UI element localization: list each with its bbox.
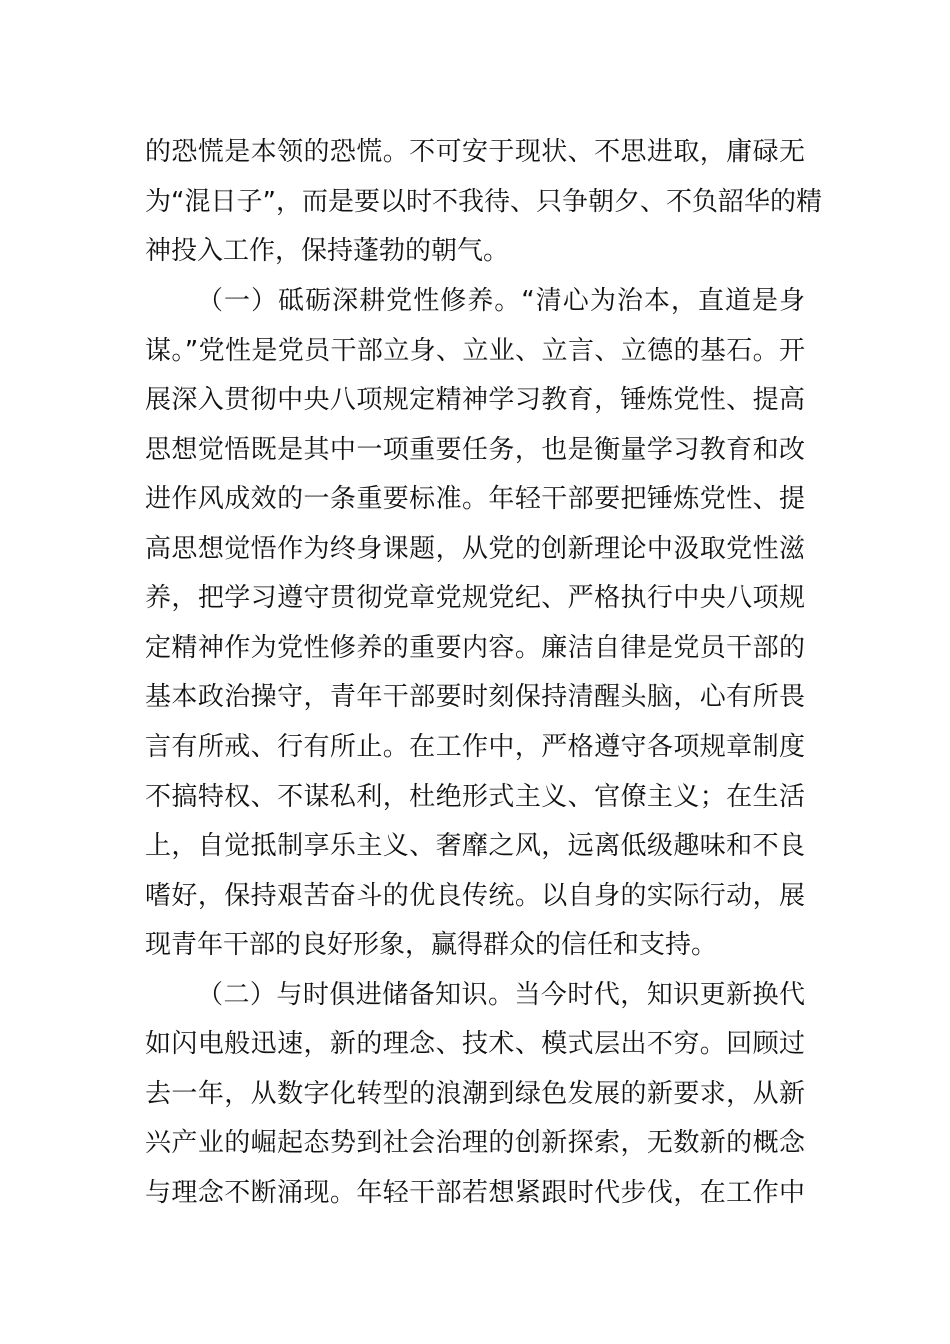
text-line: 为“混日子”，而是要以时不我待、只争朝夕、不负韶华的精 [145,187,822,217]
text-line: 的恐慌是本领的恐慌。不可安于现状、不思进取，庸碌无 [145,137,805,167]
text-line: 养，把学习遵守贯彻党章党规党纪、严格执行中央八项规 [145,583,805,613]
text-line: 如闪电般迅速，新的理念、技术、模式层出不穷。回顾过 [145,1029,805,1059]
text-line: 定精神作为党性修养的重要内容。廉洁自律是党员干部的 [145,633,805,663]
text-line: 上，自觉抵制享乐主义、奢靡之风，远离低级趣味和不良 [145,831,805,861]
text-line: 言有所戒、行有所止。在工作中，严格遵守各项规章制度 [145,732,805,762]
paragraph-heading-line: （二）与时俱进储备知识。当今时代，知识更新换代 [197,980,805,1010]
text-line: 谋。”党性是党员干部立身、立业、立言、立德的基石。开 [145,336,805,366]
text-line: 神投入工作，保持蓬勃的朝气。 [145,236,510,266]
text-line: 兴产业的崛起态势到社会治理的创新探索，无数新的概念 [145,1128,805,1158]
text-line: 高思想觉悟作为终身课题，从党的创新理论中汲取党性滋 [145,534,805,564]
text-line: 展深入贯彻中央八项规定精神学习教育，锤炼党性、提高 [145,385,805,415]
text-line: 与理念不断涌现。年轻干部若想紧跟时代步伐，在工作中 [145,1178,805,1208]
text-line: 基本政治操守，青年干部要时刻保持清醒头脑，心有所畏 [145,682,805,712]
text-line: 思想觉悟既是其中一项重要任务，也是衡量学习教育和改 [145,435,805,465]
text-line: 去一年，从数字化转型的浪潮到绿色发展的新要求，从新 [145,1079,805,1109]
text-line: 现青年干部的良好形象，赢得群众的信任和支持。 [145,930,718,960]
text-line: 不搞特权、不谋私利，杜绝形式主义、官僚主义；在生活 [145,782,805,812]
text-line: 进作风成效的一条重要标准。年轻干部要把锤炼党性、提 [145,484,805,514]
text-line: 嗜好，保持艰苦奋斗的优良传统。以自身的实际行动，展 [145,881,805,911]
paragraph-heading-line: （一）砥砺深耕党性修养。“清心为治本，直道是身 [197,286,805,316]
